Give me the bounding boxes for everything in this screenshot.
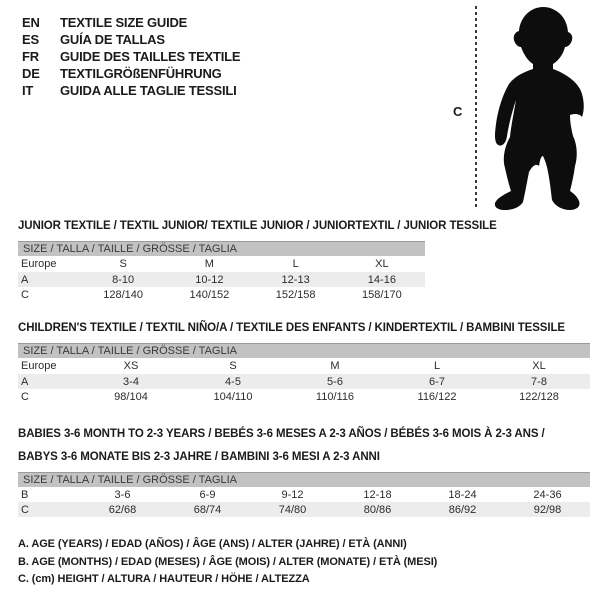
size-cell: L [433, 360, 441, 372]
language-label: GUÍA DE TALLAS [60, 32, 165, 47]
language-list [22, 14, 240, 99]
size-cell: 74/80 [278, 503, 307, 516]
size-cell: 80/86 [363, 503, 392, 516]
baby-toddler-silhouette-icon [486, 5, 594, 211]
size-header-bar: SIZE / TALLA / TAILLE / GRÖSSE / TAGLIA [18, 242, 425, 257]
language-code: EN [22, 15, 40, 30]
language-label: TEXTILGRÖßENFÜHRUNG [60, 66, 222, 81]
language-code: FR [22, 49, 39, 64]
size-cell: 110/116 [315, 390, 355, 403]
size-cell: 6-9 [199, 488, 216, 501]
childrens-textile-table-section [18, 320, 590, 404]
size-cell: S [119, 258, 127, 270]
size-cell: M [330, 360, 340, 372]
size-cell: 7-8 [531, 375, 547, 388]
table-title-line: CHILDREN'S TEXTILE / TEXTIL NIÑO/A / TEXTILE DES ENFANTS / KINDERTEXTIL / BAMBINI TESSILE [18, 322, 565, 334]
language-row [22, 14, 240, 31]
height-marker-label: C [453, 104, 463, 119]
table-row [18, 374, 590, 389]
size-cell: 8-10 [112, 273, 135, 286]
table-row [18, 256, 425, 272]
row-label: A [21, 375, 29, 388]
size-cell: L [292, 258, 299, 270]
size-cell: 12-18 [363, 488, 392, 501]
size-cell: 18-24 [448, 488, 477, 501]
legend-footnotes [18, 536, 437, 589]
size-cell: 68/74 [193, 503, 222, 516]
language-row [22, 48, 240, 65]
language-label: GUIDE DES TAILLES TEXTILE [60, 49, 241, 64]
row-label: A [21, 273, 29, 286]
size-cell: XS [123, 360, 139, 372]
height-measure-dotted-line [475, 6, 477, 208]
row-label: C [21, 503, 29, 516]
size-cell: 62/68 [108, 503, 137, 516]
language-code: IT [22, 83, 34, 98]
size-cell: 12-13 [281, 273, 310, 286]
table-row [18, 502, 590, 517]
language-row [22, 82, 240, 99]
size-cell: 140/152 [189, 288, 230, 301]
size-cell: 3-4 [123, 375, 139, 388]
size-cell: 24-36 [533, 488, 562, 501]
size-header-bar: SIZE / TALLA / TAILLE / GRÖSSE / TAGLIA [18, 473, 590, 488]
table-row [18, 487, 590, 502]
size-cell: 6-7 [429, 375, 445, 388]
junior-textile-table-section [18, 218, 497, 302]
size-cell: S [229, 360, 237, 372]
size-cell: 9-12 [281, 488, 304, 501]
size-header-bar: SIZE / TALLA / TAILLE / GRÖSSE / TAGLIA [18, 344, 590, 359]
table-title-line: JUNIOR TEXTILE / TEXTIL JUNIOR/ TEXTILE JUNIOR / JUNIORTEXTIL / JUNIOR TESSILE [18, 220, 497, 232]
language-row [22, 31, 240, 48]
language-label: GUIDA ALLE TAGLIE TESSILI [60, 83, 237, 98]
size-cell: 158/170 [361, 288, 402, 301]
row-label: C [21, 390, 29, 403]
size-cell: 86/92 [448, 503, 477, 516]
size-table [18, 241, 425, 302]
table-row [18, 287, 425, 302]
size-cell: 92/98 [533, 503, 562, 516]
table-title-line: BABYS 3-6 MONATE BIS 2-3 JAHRE / BAMBINI 3-6 MESI A 2-3 ANNI [18, 451, 380, 463]
size-cell: 116/122 [417, 390, 457, 403]
row-label: C [21, 288, 29, 301]
size-table [18, 472, 590, 517]
babies-textile-table-section [18, 426, 590, 517]
size-cell: XL [375, 258, 389, 270]
language-row [22, 65, 240, 82]
table-row [18, 389, 590, 404]
footnote-line: A. AGE (YEARS) / EDAD (AÑOS) / ÂGE (ANS) / ALTER (JAHRE) / ETÀ (ANNI) [18, 538, 407, 550]
footnote-line: B. AGE (MONTHS) / EDAD (MESES) / ÂGE (MOIS) / ALTER (MONATE) / ETÀ (MESI) [18, 555, 438, 568]
row-label: Europe [21, 360, 57, 372]
language-code: ES [22, 32, 39, 47]
size-cell: XL [532, 360, 546, 372]
size-cell: M [204, 258, 214, 270]
table-title-line: BABIES 3-6 MONTH TO 2-3 YEARS / BEBÉS 3-6 MESES A 2-3 AÑOS / BÉBÉS 3-6 MOIS À 2-3 ANS / [18, 428, 545, 440]
size-cell: 98/104 [114, 390, 148, 403]
size-cell: 122/128 [519, 390, 559, 403]
table-row [18, 272, 425, 287]
size-cell: 10-12 [195, 273, 224, 286]
size-table [18, 343, 590, 404]
size-cell: 5-6 [327, 375, 343, 388]
size-cell: 152/158 [275, 288, 316, 301]
size-cell: 4-5 [225, 375, 241, 388]
row-label: B [21, 488, 29, 501]
row-label: Europe [21, 258, 57, 270]
table-row [18, 358, 590, 374]
footnote-line: C. (cm) HEIGHT / ALTURA / HAUTEUR / HÖHE / ALTEZZA [18, 573, 310, 585]
size-cell: 14-16 [367, 273, 396, 286]
language-label: TEXTILE SIZE GUIDE [60, 15, 188, 30]
size-cell: 3-6 [114, 488, 131, 501]
size-cell: 128/140 [103, 288, 143, 301]
size-cell: 104/110 [213, 390, 253, 403]
language-code: DE [22, 66, 40, 81]
